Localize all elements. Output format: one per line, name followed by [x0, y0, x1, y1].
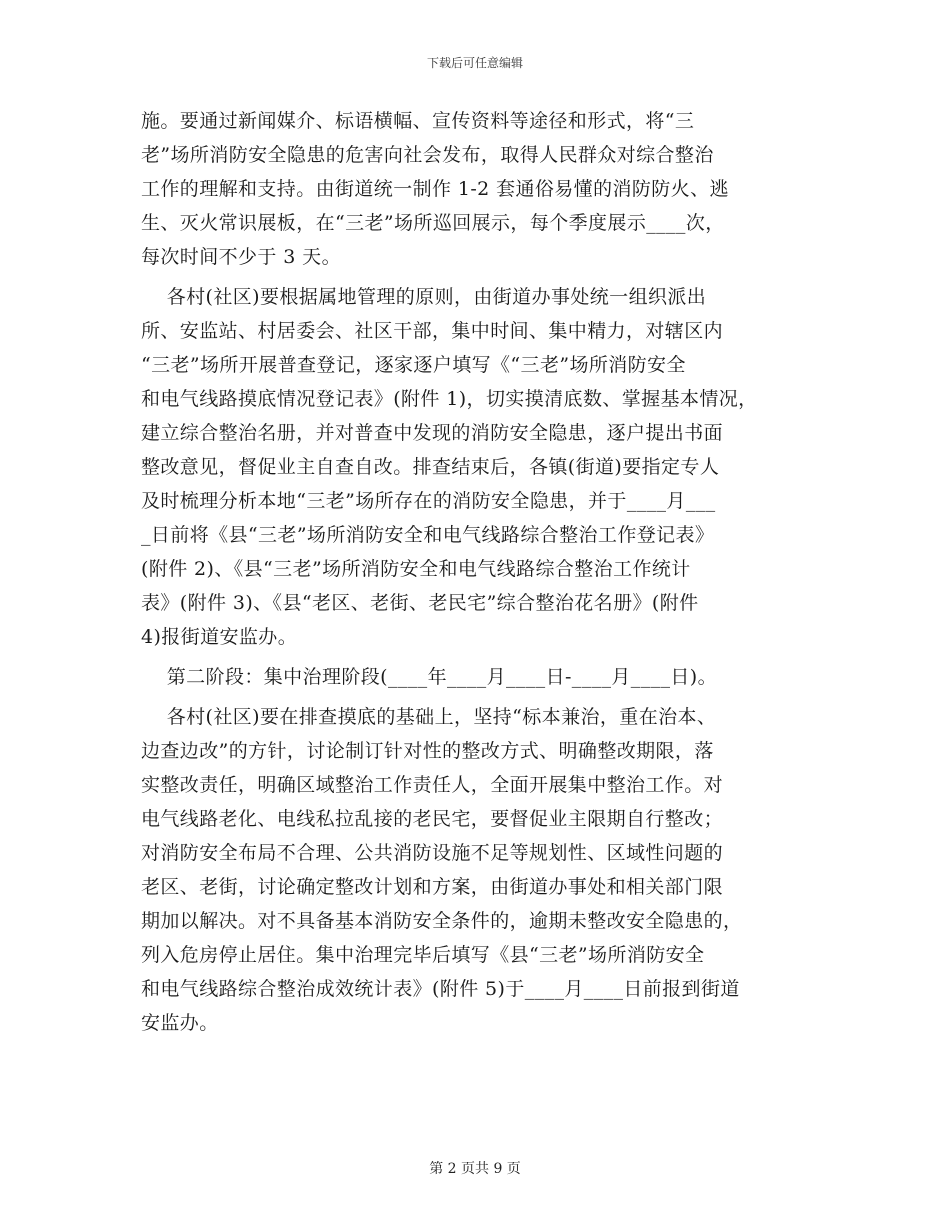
text-line: 建立综合整治名册，并对普查中发现的消防安全隐患，逐户提出书面 [141, 422, 724, 444]
text-line: “三老”场所开展普查登记，逐家逐户填写《“三老”场所消防安全 [141, 354, 686, 376]
text-line: 电气线路老化、电线私拉乱接的老民宅，要督促业主限期自行整改； [141, 808, 724, 830]
text-line: _日前将《县“三老”场所消防安全和电气线路综合整治工作登记表》 [141, 524, 715, 546]
text-line: 各村(社区)要在排查摸底的基础上，坚持“标本兼治，重在治本、 [141, 706, 717, 728]
text-line: 每次时间不少于 3 天。 [141, 246, 341, 268]
text-line: 老区、老街，讨论确定整改计划和方案，由街道办事处和相关部门限 [141, 876, 724, 898]
text-line: 老”场所消防安全隐患的危害向社会发布，取得人民群众对综合整治 [141, 144, 714, 166]
text-line: 边查边改”的方针，讨论制订针对性的整改方式、明确整改期限，落 [141, 740, 714, 762]
text-line: 第二阶段：集中治理阶段(____年____月____日-____月____日)。 [141, 666, 718, 688]
text-line: 生、灭火常识展板，在“三老”场所巡回展示，每个季度展示____次， [141, 212, 725, 234]
text-line: 和电气线路综合整治成效统计表》(附件 5)于____月____日前报到街道 [141, 978, 740, 1000]
text-line: 施。要通过新闻媒介、标语横幅、宣传资料等途径和形式，将“三 [141, 110, 695, 132]
text-line: 各村(社区)要根据属地管理的原则，由街道办事处统一组织派出 [141, 286, 707, 308]
text-line: 所、安监站、村居委会、社区干部，集中时间、集中精力，对辖区内 [141, 320, 724, 342]
text-line: 及时梳理分析本地“三老”场所存在的消防安全隐患，并于____月___ [141, 490, 716, 512]
text-line: 安监办。 [141, 1012, 219, 1034]
document-body [141, 104, 831, 1040]
text-line: 和电气线路摸底情况登记表》(附件 1)，切实摸清底数、掌握基本情况， [141, 388, 758, 410]
text-line: (附件 2)、《县“三老”场所消防安全和电气线路综合整治工作统计 [141, 558, 691, 580]
page-header: 下载后可任意编辑 [426, 56, 523, 70]
text-line: 工作的理解和支持。由街道统一制作 1-2 套通俗易懂的消防防火、逃 [141, 178, 729, 200]
text-line: 实整改责任，明确区域整治工作责任人，全面开展集中整治工作。对 [141, 774, 724, 796]
text-line: 期加以解决。对不具备基本消防安全条件的，逾期未整改安全隐患的， [141, 910, 743, 932]
text-line: 表》(附件 3)、《县“老区、老街、老民宅”综合整治花名册》(附件 [141, 592, 699, 614]
text-line: 对消防安全布局不合理、公共消防设施不足等规划性、区域性问题的 [141, 842, 724, 864]
text-line: 列入危房停止居住。集中治理完毕后填写《县“三老”场所消防安全 [141, 944, 705, 966]
text-line: 4)报街道安监办。 [141, 626, 298, 648]
page-number: 第 2 页共 9 页 [429, 1161, 521, 1177]
text-line: 整改意见，督促业主自查自改。排查结束后，各镇(街道)要指定专人 [141, 456, 720, 478]
